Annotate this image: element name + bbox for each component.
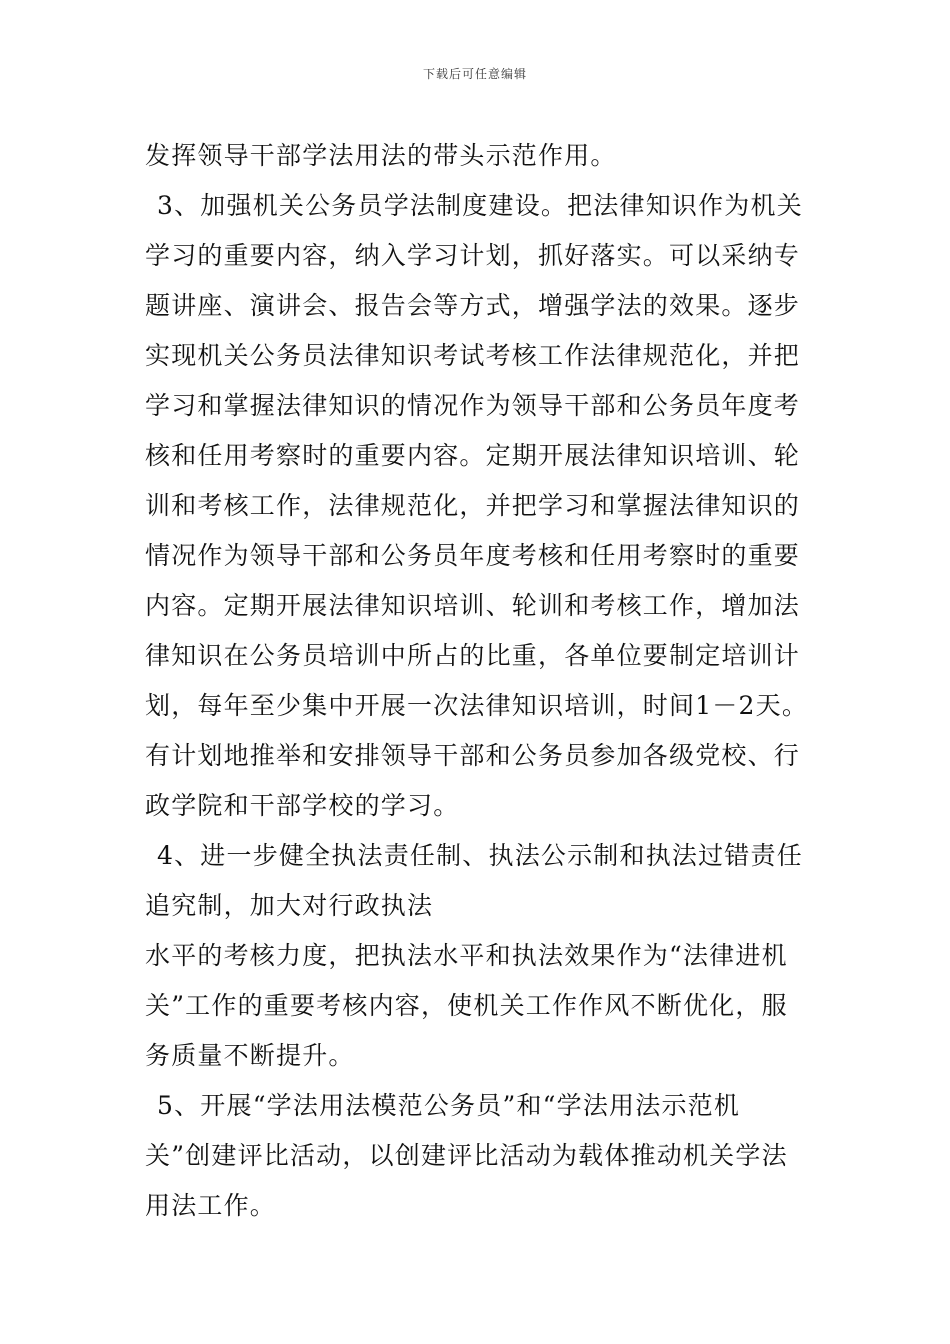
- page-header-note: 下载后可任意编辑: [422, 67, 527, 81]
- text-line: 学习的重要内容，纳入学习计划，抓好落实。可以采纳专: [145, 241, 801, 270]
- text-line: 关”工作的重要考核内容，使机关工作作风不断优化，服: [145, 991, 788, 1020]
- document-body: [145, 131, 810, 1231]
- text-line: 有计划地推举和安排领导干部和公务员参加各级党校、行: [145, 741, 801, 770]
- text-line: 3、加强机关公务员学法制度建设。把法律知识作为机关: [157, 191, 803, 220]
- text-line: 划，每年至少集中开展一次法律知识培训，时间1－2天。: [145, 691, 809, 720]
- text-line: 政学院和干部学校的学习。: [145, 791, 460, 820]
- text-line: 训和考核工作，法律规范化，并把学习和掌握法律知识的: [145, 491, 801, 520]
- text-line: 发挥领导干部学法用法的带头示范作用。: [145, 141, 617, 170]
- text-line: 用法工作。: [145, 1191, 277, 1220]
- text-line: 情况作为领导干部和公务员年度考核和任用考察时的重要: [145, 541, 801, 570]
- text-line: 4、进一步健全执法责任制、执法公示制和执法过错责任: [157, 841, 803, 870]
- text-line: 关”创建评比活动，以创建评比活动为载体推动机关学法: [145, 1141, 788, 1170]
- text-line: 律知识在公务员培训中所占的比重，各单位要制定培训计: [145, 641, 801, 670]
- text-line: 实现机关公务员法律知识考试考核工作法律规范化，并把: [145, 341, 801, 370]
- text-line: 追究制，加大对行政执法: [145, 891, 434, 920]
- text-line: 题讲座、演讲会、报告会等方式，增强学法的效果。逐步: [145, 291, 801, 320]
- text-line: 学习和掌握法律知识的情况作为领导干部和公务员年度考: [145, 391, 801, 420]
- text-line: 内容。定期开展法律知识培训、轮训和考核工作，增加法: [145, 591, 801, 620]
- text-line: 水平的考核力度，把执法水平和执法效果作为“法律进机: [145, 941, 788, 970]
- text-line: 核和任用考察时的重要内容。定期开展法律知识培训、轮: [145, 441, 801, 470]
- text-line: 5、开展“学法用法模范公务员”和“学法用法示范机: [157, 1091, 741, 1120]
- text-line: 务质量不断提升。: [145, 1041, 355, 1070]
